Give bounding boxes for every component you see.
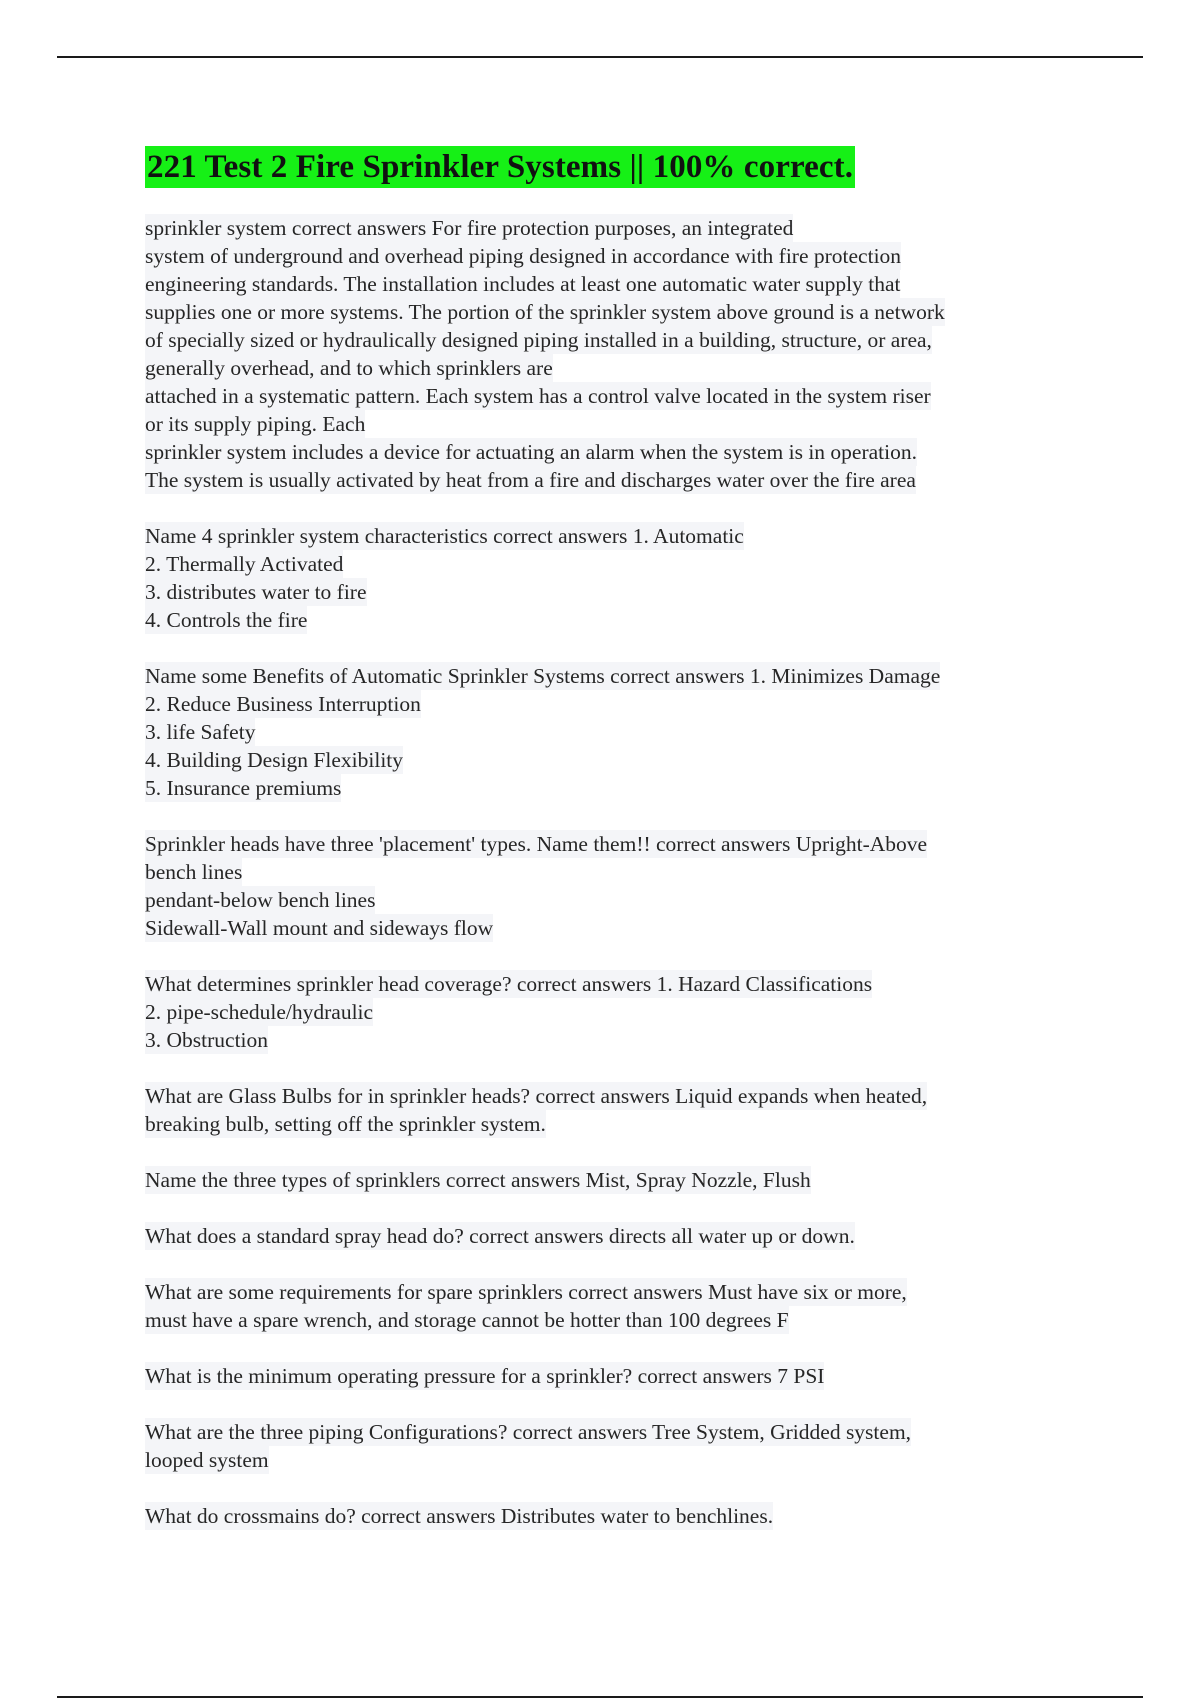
text-line: What does a standard spray head do? correct answers directs all water up or down. (145, 1224, 855, 1248)
text-line: Name some Benefits of Automatic Sprinkler Systems correct answers 1. Minimizes Damage (145, 664, 941, 688)
text-line: Sidewall-Wall mount and sideways flow (145, 916, 494, 940)
text-line: attached in a systematic pattern. Each system has a control valve located in the system riser (145, 384, 931, 408)
text-line: 3. Obstruction (145, 1028, 269, 1052)
text-line: 2. Reduce Business Interruption (145, 692, 421, 716)
text-line: Name 4 sprinkler system characteristics correct answers 1. Automatic (145, 524, 744, 548)
footer-rule (57, 1696, 1143, 1698)
text-line: 4. Building Design Flexibility (145, 748, 404, 772)
text-line: or its supply piping. Each (145, 412, 366, 436)
qa-entry-piping-configurations (145, 1418, 1065, 1474)
qa-entry-operating-pressure (145, 1362, 1065, 1390)
qa-entry-benefits (145, 662, 1065, 802)
qa-entry-characteristics (145, 522, 1065, 634)
text-line: 4. Controls the fire (145, 608, 308, 632)
text-line: engineering standards. The installation includes at least one automatic water supply that (145, 272, 901, 296)
text-line: sprinkler system correct answers For fire protection purposes, an integrated (145, 216, 794, 240)
text-line: supplies one or more systems. The portion of the sprinkler system above ground is a network (145, 300, 945, 324)
text-line: pendant-below bench lines (145, 888, 376, 912)
text-line: What are Glass Bulbs for in sprinkler heads? correct answers Liquid expands when heated, (145, 1084, 928, 1108)
qa-entry-spray-head (145, 1222, 1065, 1250)
text-line: What are some requirements for spare sprinklers correct answers Must have six or more, (145, 1280, 907, 1304)
text-line: bench lines (145, 860, 243, 884)
text-line: What determines sprinkler head coverage? correct answers 1. Hazard Classifications (145, 972, 873, 996)
text-line: looped system (145, 1448, 269, 1472)
text-line: What is the minimum operating pressure for a sprinkler? correct answers 7 PSI (145, 1364, 825, 1388)
text-line: sprinkler system includes a device for actuating an alarm when the system is in operation. (145, 440, 917, 464)
text-line: breaking bulb, setting off the sprinkler system. (145, 1112, 546, 1136)
text-line: The system is usually activated by heat from a fire and discharges water over the fire area (145, 468, 916, 492)
text-line: generally overhead, and to which sprinklers are (145, 356, 553, 380)
text-line: 3. distributes water to fire (145, 580, 367, 604)
document-body (145, 214, 1065, 1558)
text-line: What are the three piping Configurations? correct answers Tree System, Gridded system, (145, 1420, 912, 1444)
text-line: What do crossmains do? correct answers Distributes water to benchlines. (145, 1504, 774, 1528)
header-rule (57, 56, 1143, 58)
text-line: Name the three types of sprinklers correct answers Mist, Spray Nozzle, Flush (145, 1168, 811, 1192)
document-title: 221 Test 2 Fire Sprinkler Systems || 100% correct. (145, 146, 855, 188)
text-line: 5. Insurance premiums (145, 776, 342, 800)
qa-entry-sprinkler-types (145, 1166, 1065, 1194)
qa-entry-placement-types (145, 830, 1065, 942)
qa-entry-head-coverage (145, 970, 1065, 1054)
text-line: 2. pipe-schedule/hydraulic (145, 1000, 374, 1024)
qa-entry-sprinkler-system (145, 214, 1065, 494)
text-line: system of underground and overhead piping designed in accordance with fire protection (145, 244, 902, 268)
text-line: 2. Thermally Activated (145, 552, 344, 576)
text-line: must have a spare wrench, and storage cannot be hotter than 100 degrees F (145, 1308, 789, 1332)
text-line: Sprinkler heads have three 'placement' types. Name them!! correct answers Upright-Above (145, 832, 928, 856)
text-line: of specially sized or hydraulically designed piping installed in a building, structure, or area, (145, 328, 932, 352)
text-line: 3. life Safety (145, 720, 256, 744)
qa-entry-glass-bulbs (145, 1082, 1065, 1138)
qa-entry-crossmains (145, 1502, 1065, 1530)
qa-entry-spare-sprinklers (145, 1278, 1065, 1334)
